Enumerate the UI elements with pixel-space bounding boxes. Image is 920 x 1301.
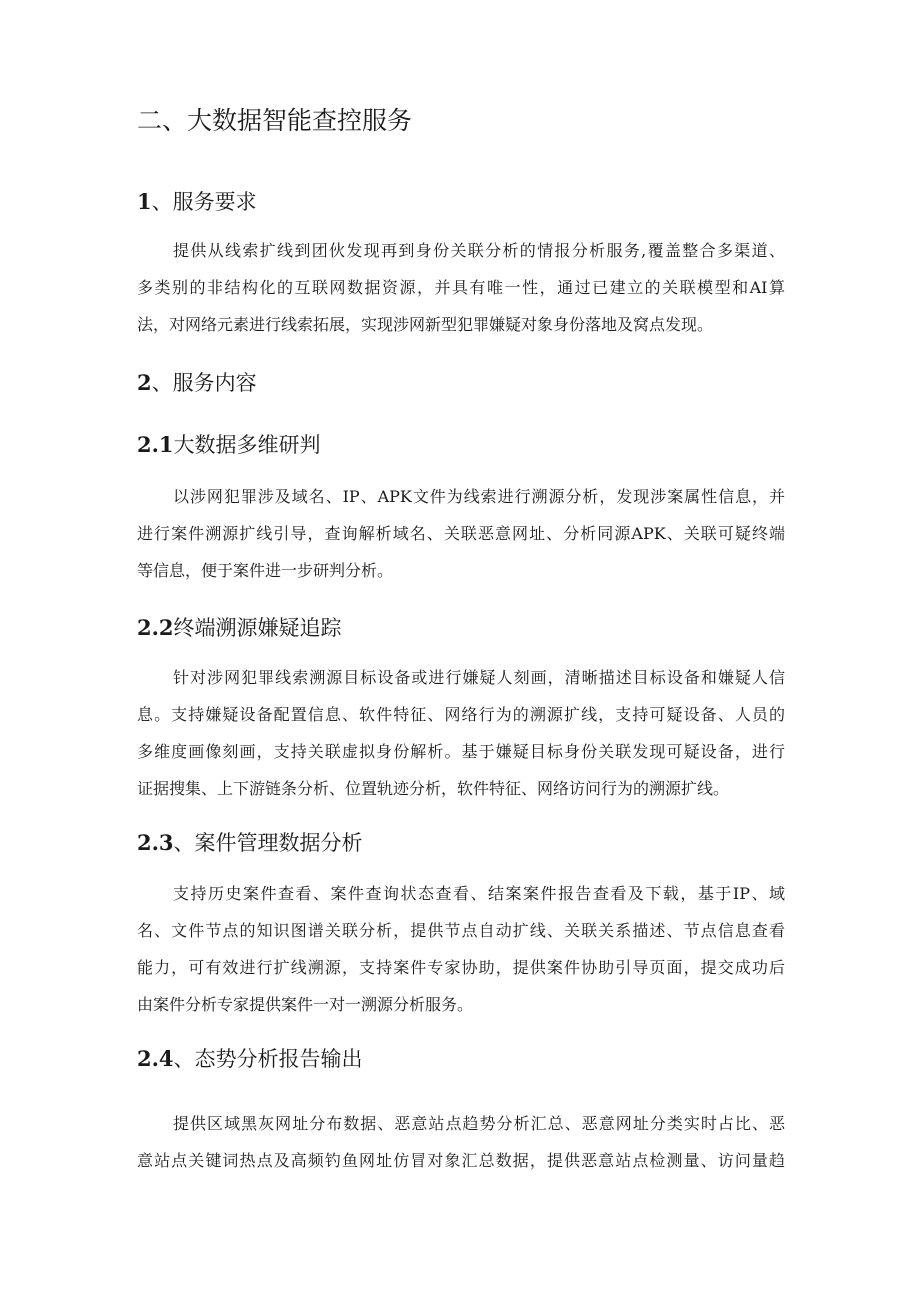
paragraph-line: 支持历史案件查看、案件查询状态查看、结案案件报告查看及下载，基于IP、域: [173, 884, 785, 903]
paragraph-line: 由案件分析专家提供案件一对一溯源分析服务。: [137, 995, 474, 1014]
paragraph-line: 以涉网犯罪涉及域名、IP、APK文件为线索进行溯源分析，发现涉案属性信息，并: [173, 487, 785, 506]
section-label: 、服务内容: [151, 371, 257, 395]
paragraph-line: 进行案件溯源扩线引导，查询解析域名、关联恶意网址、分析同源APK、关联可疑终端: [137, 524, 785, 543]
paragraph-line: 名、文件节点的知识图谱关联分析，提供节点自动扩线、关联关系描述、节点信息查看: [137, 921, 785, 940]
section-number: 1: [137, 189, 152, 214]
paragraph-line: 多类别的非结构化的互联网数据资源，并具有唯一性，通过已建立的关联模型和AI算: [137, 278, 785, 297]
section-heading-2: [137, 369, 257, 397]
paragraph-big-data-analysis: [137, 478, 785, 589]
section-label: 、服务要求: [151, 190, 257, 214]
paragraph-line: 提供区域黑灰网址分布数据、恶意站点趋势分析汇总、恶意网址分类实时占比、恶: [173, 1114, 785, 1133]
section-label: 、案件管理数据分析: [173, 831, 363, 855]
section-number: 2.2: [137, 615, 174, 640]
section-heading-2-1: [137, 431, 321, 459]
paragraph-line: 多维度画像刻画，支持关联虚拟身份解析。基于嫌疑目标身份关联发现可疑设备，进行: [137, 742, 785, 761]
section-number: 2.3: [137, 830, 174, 855]
paragraph-service-requirements: [137, 232, 785, 343]
section-number: 2.4: [137, 1046, 174, 1071]
paragraph-line: 能力，可有效进行扩线溯源，支持案件专家协助，提供案件协助引导页面，提交成功后: [137, 958, 785, 977]
section-label: 大数据多维研判: [173, 433, 321, 457]
paragraph-line: 息。支持嫌疑设备配置信息、软件特征、网络行为的溯源扩线，支持可疑设备、人员的: [137, 705, 785, 724]
paragraph-line: 意站点关键词热点及高频钓鱼网址仿冒对象汇总数据，提供恶意站点检测量、访问量趋: [137, 1151, 785, 1170]
paragraph-line: 提供从线索扩线到团伙发现再到身份关联分析的情报分析服务,覆盖整合多渠道、: [173, 241, 785, 260]
section-heading-2-2: [137, 614, 342, 642]
section-heading-1: [137, 188, 257, 216]
section-number: 2.1: [137, 432, 174, 457]
section-label: 、态势分析报告输出: [173, 1047, 363, 1071]
page-title: 二、大数据智能查控服务: [137, 106, 413, 135]
section-heading-2-3: [137, 829, 363, 857]
paragraph-line: 等信息，便于案件进一步研判分析。: [137, 561, 394, 580]
paragraph-case-management: [137, 875, 785, 1023]
section-label: 终端溯源嫌疑追踪: [173, 616, 342, 640]
section-number: 2: [137, 370, 152, 395]
paragraph-line: 证据搜集、上下游链条分析、位置轨迹分析，软件特征、网络访问行为的溯源扩线。: [137, 779, 730, 798]
paragraph-line: 针对涉网犯罪线索溯源目标设备或进行嫌疑人刻画，清晰描述目标设备和嫌疑人信: [173, 668, 785, 687]
paragraph-terminal-tracing: [137, 659, 785, 807]
section-heading-2-4: [137, 1045, 363, 1073]
paragraph-situation-report: [137, 1105, 785, 1179]
paragraph-line: 法，对网络元素进行线索拓展，实现涉网新型犯罪嫌疑对象身份落地及窝点发现。: [137, 315, 714, 334]
